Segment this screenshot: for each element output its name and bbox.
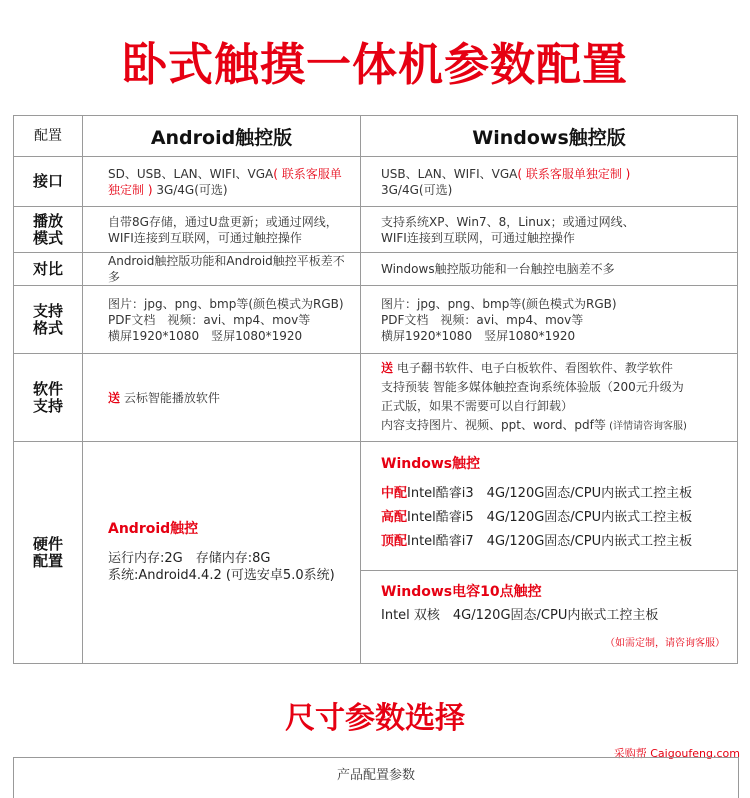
android-hardware [83, 442, 361, 664]
windows-interface: USB、LAN、WIFI、VGA( 联系客服单独定制 ) 3G/4G(可选) [361, 157, 738, 207]
config-table-partial [13, 757, 739, 798]
win-hw-item: 中配Intel酷睿i3 4G/120G固态/CPU内嵌式工控主板 [381, 486, 693, 501]
config-table-title: 产品配置参数 [336, 768, 415, 783]
android-software: 送 云标智能播放软件 [83, 354, 361, 442]
custom-note: （如需定制，请咨询客服） [605, 638, 725, 649]
row-interface [14, 157, 738, 207]
header-windows: Windows触控版 [361, 116, 738, 157]
row-label: 软件 支持 [14, 354, 83, 442]
row-label: 硬件 配置 [14, 442, 83, 664]
android-hw-title: Android触控 [108, 521, 199, 537]
spec-table [13, 115, 738, 664]
page-title: 卧式触摸一体机参数配置 [121, 38, 628, 91]
windows-hardware [361, 442, 738, 664]
windows-software: 送 电子翻书软件、电子白板软件、看图软件、教学软件 支持预装 智能多媒体触控查询系统体验版（200元升级为 正式版，如果不需要可以自行卸载） 内容支持图片、视频、ppt、word、pdf等 (详情请咨询客服) [361, 354, 738, 442]
table-header-row [14, 116, 738, 157]
header-label: 配置 [14, 116, 83, 157]
android-play: 自带8G存储，通过U盘更新；或通过网线， WIFI连接到互联网，可通过触控操作 [83, 207, 361, 253]
size-section-title: 尺寸参数选择 [285, 701, 465, 736]
row-label: 播放 模式 [14, 207, 83, 253]
win-hw-item: 顶配Intel酷睿i7 4G/120G固态/CPU内嵌式工控主板 [381, 534, 693, 549]
row-label: 接口 [14, 157, 83, 207]
android-hw-line: 系统:Android4.4.2 (可选安卓5.0系统) [108, 568, 335, 583]
windows-play: 支持系统XP、Win7、8，Linux；或通过网线、 WIFI连接到互联网，可通过触控操作 [361, 207, 738, 253]
row-play-mode [14, 207, 738, 253]
cap-hw-title: Windows电容10点触控 [381, 584, 542, 600]
android-interface: SD、USB、LAN、WIFI、VGA( 联系客服单独定制 ) 3G/4G(可选) [83, 157, 361, 207]
header-android: Android触控版 [83, 116, 361, 157]
android-compare: Android触控版功能和Android触控平板差不多 [83, 253, 361, 286]
row-compare [14, 253, 738, 286]
windows-format: 图片：jpg、png、bmp等(颜色模式为RGB) PDF文档 视频：avi、mp4、mov等 横屏1920*1080 竖屏1080*1920 [361, 286, 738, 354]
android-hw-line: 运行内存:2G 存储内存:8G [108, 551, 271, 566]
row-label: 对比 [14, 253, 83, 286]
cap-hw-spec: Intel 双核 4G/120G固态/CPU内嵌式工控主板 [381, 608, 659, 623]
row-hardware [14, 442, 738, 664]
android-format: 图片：jpg、png、bmp等(颜色模式为RGB) PDF文档 视频：avi、mp4、mov等 横屏1920*1080 竖屏1080*1920 [83, 286, 361, 354]
win-hw-title: Windows触控 [381, 456, 481, 472]
watermark: 采购帮 Caigoufeng.com [613, 747, 740, 760]
win-hw-item: 高配Intel酷睿i5 4G/120G固态/CPU内嵌式工控主板 [381, 510, 693, 525]
row-label: 支持 格式 [14, 286, 83, 354]
row-format [14, 286, 738, 354]
row-software [14, 354, 738, 442]
windows-compare: Windows触控版功能和一台触控电脑差不多 [361, 253, 738, 286]
